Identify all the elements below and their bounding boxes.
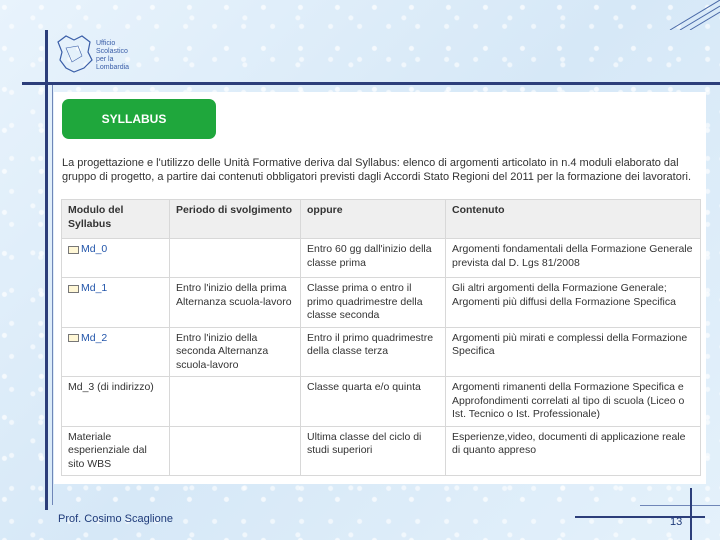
syllabus-table [61, 199, 701, 476]
cell-contenuto: Argomenti più mirati e complessi della Formazione Specifica [446, 327, 701, 377]
table-row [62, 239, 701, 278]
cell-contenuto: Argomenti fondamentali della Formazione Generale prevista dal D. Lgs 81/2008 [446, 239, 701, 278]
table-row [62, 377, 701, 427]
frame-left-thin-line [52, 85, 53, 505]
cell-oppure: Ultima classe del ciclo di studi superiori [301, 426, 446, 476]
cell-oppure: Entro 60 gg dall'inizio della classe prima [301, 239, 446, 278]
table-header-row [62, 200, 701, 239]
cell-modulo[interactable] [62, 327, 170, 377]
corner-horizontal-line [575, 516, 705, 518]
author-footer: Prof. Cosimo Scaglione [58, 513, 173, 525]
document-icon [68, 246, 79, 254]
cell-oppure: Classe prima o entro il primo quadrimestre della classe seconda [301, 278, 446, 328]
cell-periodo [170, 426, 301, 476]
cell-modulo: Md_3 (di indirizzo) [62, 377, 170, 427]
cell-contenuto: Esperienze,video, documenti di applicazione reale di quanto appreso [446, 426, 701, 476]
cell-modulo[interactable] [62, 239, 170, 278]
cell-periodo: Entro l'inizio della prima Alternanza scuola-lavoro [170, 278, 301, 328]
logo-label: Ufficio Scolastico per la Lombardia [96, 40, 130, 71]
frame-left-line [45, 30, 48, 510]
file-link-md0[interactable]: Md_0 [68, 243, 107, 257]
cell-oppure: Entro il primo quadrimestre della classe terza [301, 327, 446, 377]
cell-periodo [170, 239, 301, 278]
table-row [62, 426, 701, 476]
cell-modulo[interactable] [62, 278, 170, 328]
syllabus-badge: SYLLABUS [62, 99, 216, 139]
table-row [62, 278, 701, 328]
document-icon [68, 334, 79, 342]
syllabus-panel [54, 92, 706, 484]
cell-contenuto: Argomenti rimanenti della Formazione Specifica e Approfondimenti correlati al tipo di scuola (Liceo o Ist. Tecnico o Ist. Professionale) [446, 377, 701, 427]
cell-modulo: Materiale esperienziale dal sito WBS [62, 426, 170, 476]
corner-thin-line [640, 505, 720, 506]
corner-lines-decoration [640, 0, 720, 30]
table-row [62, 327, 701, 377]
cell-contenuto: Gli altri argomenti della Formazione Generale; Argomenti più diffusi della Formazione Specifica [446, 278, 701, 328]
col-header-modulo: Modulo del Syllabus [62, 200, 170, 239]
ufficio-scolastico-logo [52, 28, 172, 84]
intro-paragraph: La progettazione e l'utilizzo delle Unità Formative deriva dal Syllabus: elenco di argomenti articolato in n.4 moduli elaborato dal gruppo di progetto, a partire dai contenuti obbligatori previsti dagli Accordi Stato Regioni del 2011 per la formazione dei lavoratori. [62, 157, 692, 183]
col-header-periodo: Periodo di svolgimento [170, 200, 301, 239]
lombardia-map-icon [52, 28, 96, 78]
cell-periodo: Entro l'inizio della seconda Alternanza scuola-lavoro [170, 327, 301, 377]
page-number: 13 [670, 516, 683, 528]
col-header-contenuto: Contenuto [446, 200, 701, 239]
corner-vertical-line [690, 488, 692, 540]
file-link-md1[interactable]: Md_1 [68, 282, 107, 296]
col-header-oppure: oppure [301, 200, 446, 239]
file-link-md2[interactable]: Md_2 [68, 332, 107, 346]
cell-oppure: Classe quarta e/o quinta [301, 377, 446, 427]
document-icon [68, 285, 79, 293]
cell-periodo [170, 377, 301, 427]
